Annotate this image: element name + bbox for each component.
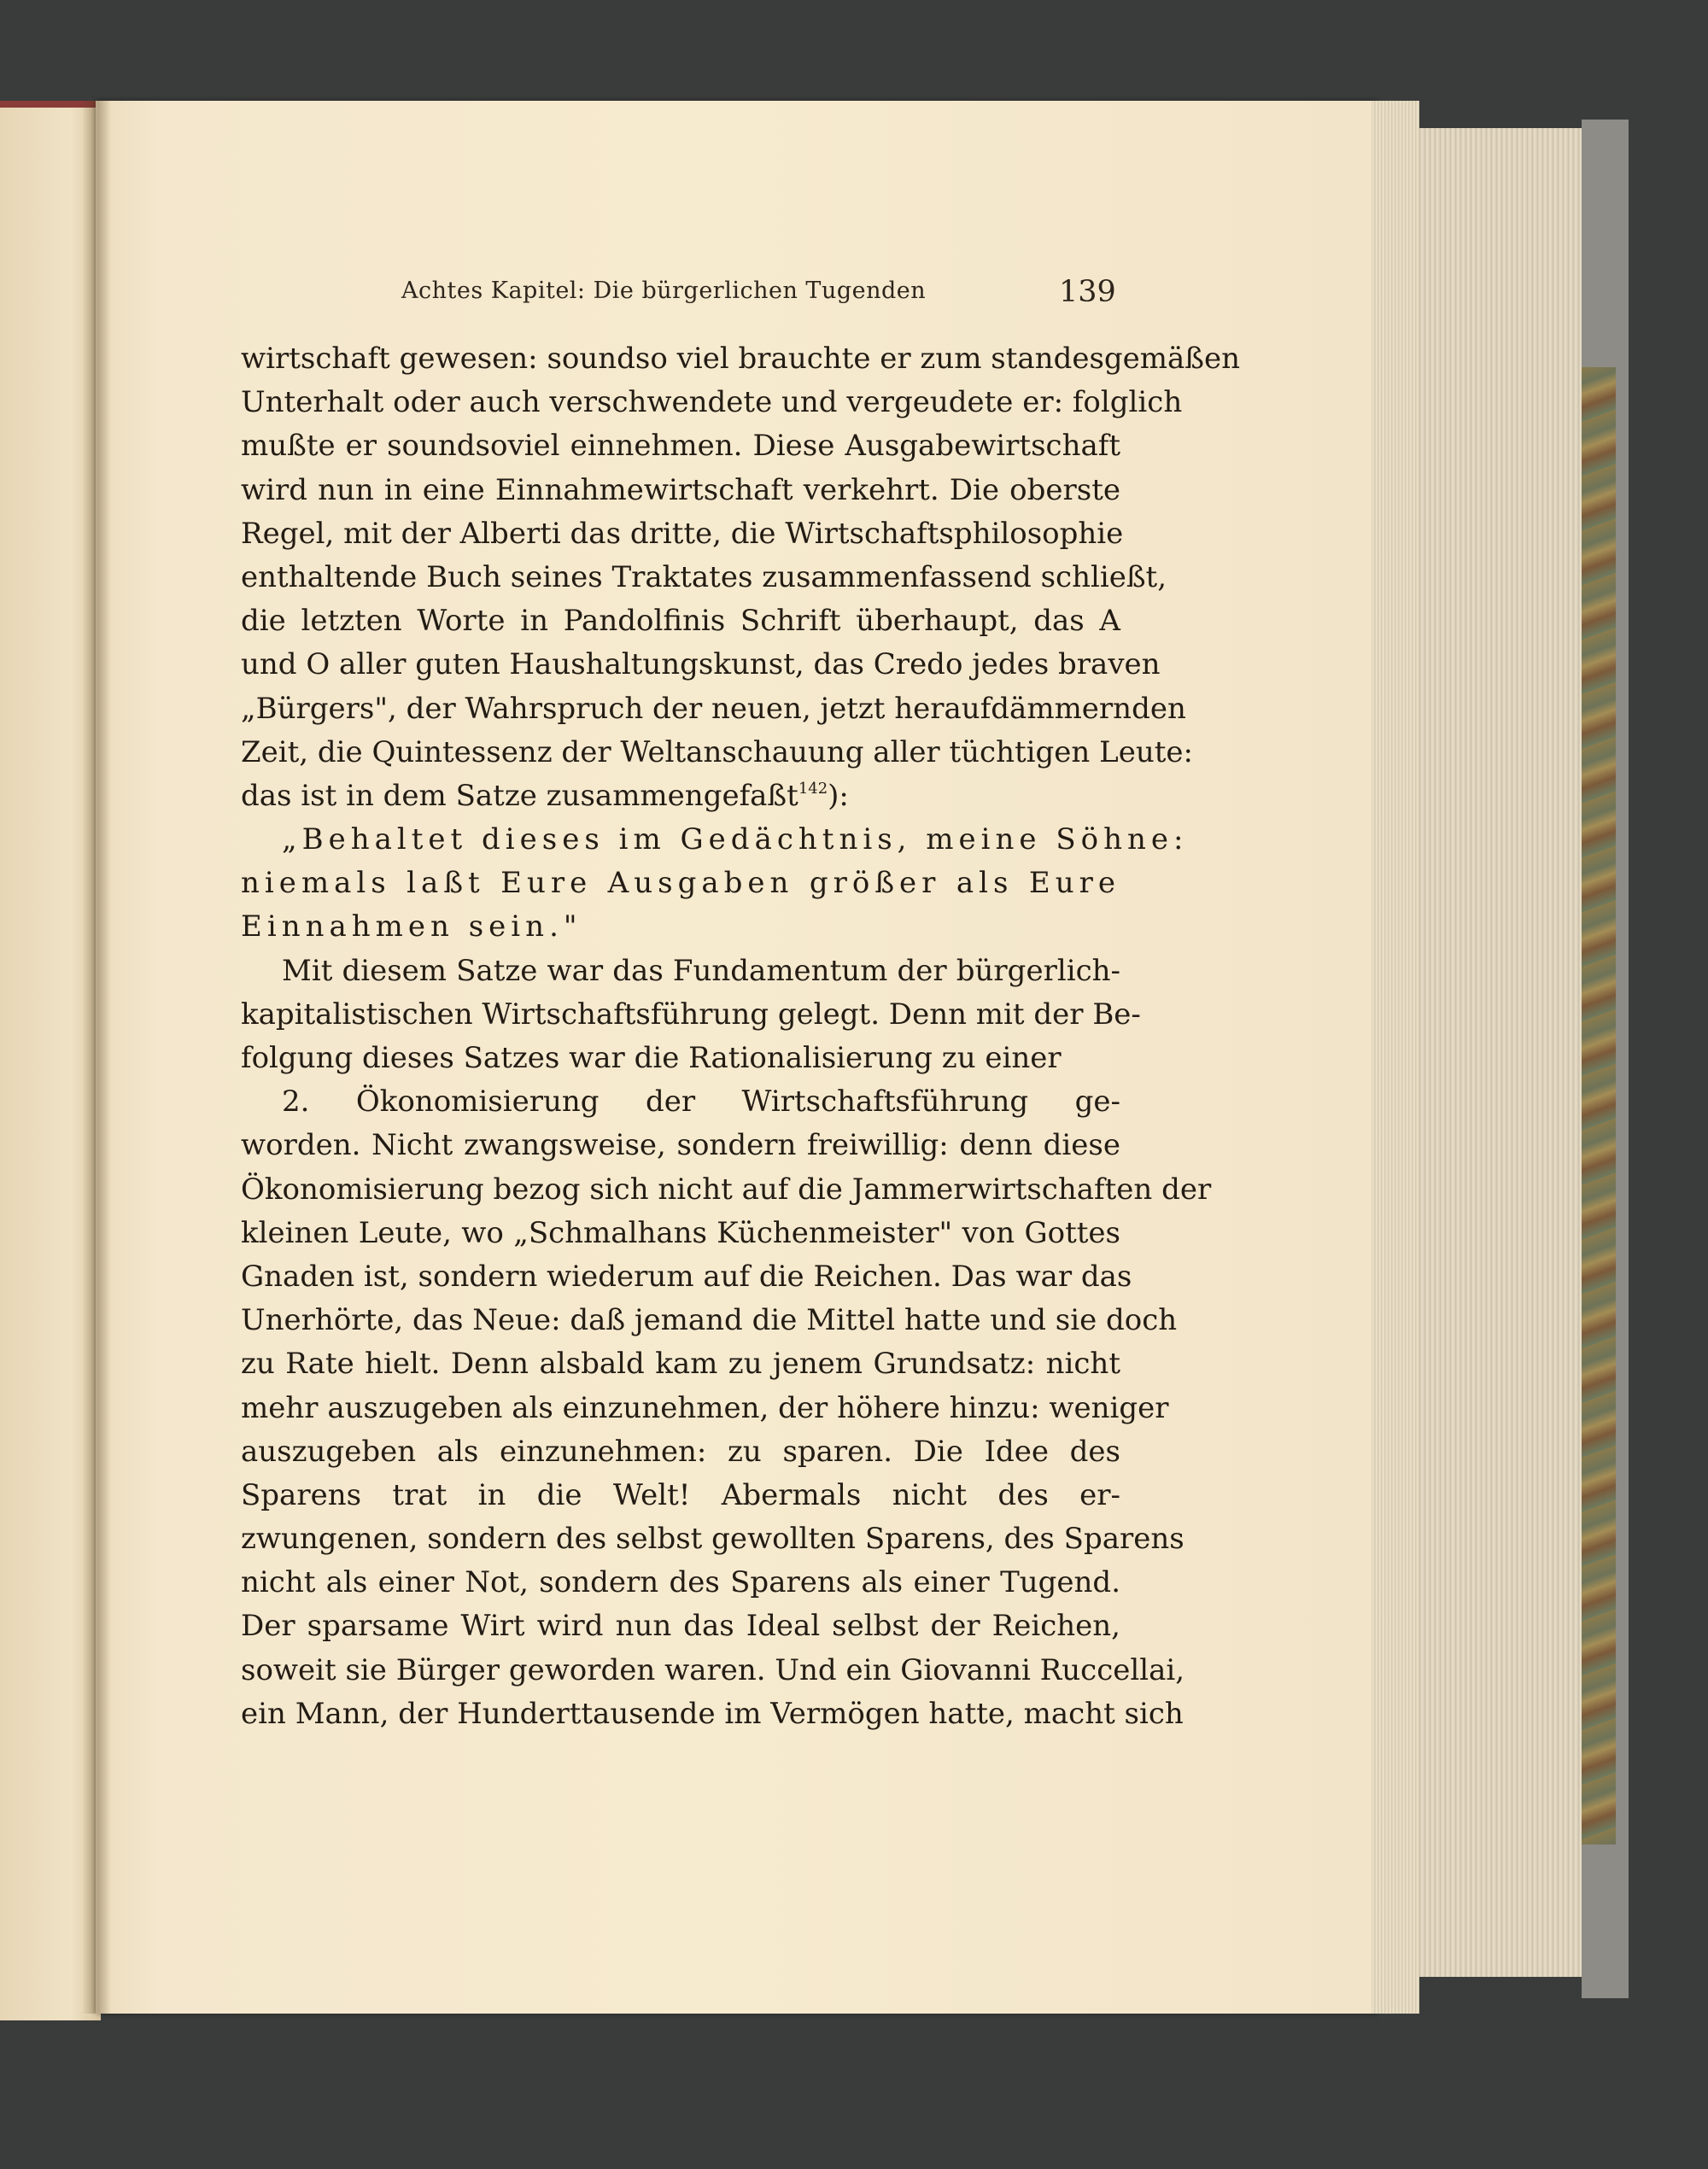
text-line: Zeit, die Quintessenz der Weltanschauung aller tüchtigen Leute:	[241, 734, 1193, 769]
text-line: enthaltende Buch seines Traktates zusammenfassend schließt,	[241, 559, 1167, 594]
text-line: ein Mann, der Hunderttausende im Vermögen hatte, macht sich	[241, 1696, 1184, 1731]
page-edges	[1372, 101, 1419, 2014]
text-line-with-footnote	[241, 775, 1120, 818]
text-line: Gnaden ist, sondern wiederum auf die Reichen. Das war das	[241, 1259, 1132, 1294]
text-line: Unterhalt oder auch verschwendete und vergeudete er: folglich	[241, 385, 1183, 420]
page-number: 139	[1059, 275, 1116, 309]
footnote-reference: 142	[798, 779, 828, 798]
text-line: wird nun in eine Einnahmewirtschaft verkehrt. Die oberste	[241, 472, 1120, 507]
text-line: mußte er soundsoviel einnehmen. Diese Ausgabewirtschaft	[241, 429, 1120, 464]
text-line: folgung dieses Satzes war die Rationalisierung zu einer	[241, 1041, 1062, 1075]
quote-line: „Behaltet dieses im Gedächtnis, meine Söhne:	[282, 822, 1189, 857]
text-line: Mit diesem Satze war das Fundamentum der bürgerlich-	[282, 953, 1120, 988]
text-line: auszugeben als einzunehmen: zu sparen. Die Idee des	[241, 1434, 1120, 1469]
text-line: und O aller guten Haushaltungskunst, das Credo jedes braven	[241, 647, 1161, 682]
text-line: soweit sie Bürger geworden waren. Und ein Giovanni Ruccellai,	[241, 1652, 1185, 1687]
text-line: Der sparsame Wirt wird nun das Ideal selbst der Reichen,	[241, 1609, 1120, 1644]
text-line: Ökonomisierung bezog sich nicht auf die Jammerwirtschaften der	[241, 1172, 1212, 1207]
body-text	[241, 337, 1241, 1736]
page-gutter	[82, 101, 111, 2014]
quote-line: niemals laßt Eure Ausgaben größer als Eure	[241, 866, 1120, 901]
quote-line: Einnahmen sein."	[241, 909, 582, 944]
text-block-edge	[1419, 128, 1582, 1977]
text-line: „Bürgers", der Wahrspruch der neuen, jetzt heraufdämmernden	[241, 691, 1186, 726]
running-header: Achtes Kapitel: Die bürgerlichen Tugenden	[401, 278, 927, 304]
text-line: Regel, mit der Alberti das dritte, die Wirtschaftsphilosophie	[241, 516, 1124, 551]
footnote-tail: ):	[828, 778, 849, 813]
text-line: Sparens trat in die Welt! Abermals nicht des er-	[241, 1477, 1120, 1512]
text-line: nicht als einer Not, sondern des Sparens als einer Tugend.	[241, 1565, 1120, 1600]
text-line: zu Rate hielt. Denn alsbald kam zu jenem Grundsatz: nicht	[241, 1347, 1120, 1382]
text-line: die letzten Worte in Pandolfinis Schrift überhaupt, das A	[241, 604, 1120, 639]
text-line: das ist in dem Satze zusammengefaßt	[241, 778, 798, 813]
text-line: zwungenen, sondern des selbst gewollten Sparens, des Sparens	[241, 1522, 1184, 1557]
text-line: mehr auszugeben als einzunehmen, der höhere hinzu: weniger	[241, 1390, 1169, 1425]
text-line: worden. Nicht zwangsweise, sondern freiwillig: denn diese	[241, 1128, 1120, 1163]
text-line: wirtschaft gewesen: soundso viel brauchte er zum standesgemäßen	[241, 342, 1241, 376]
section-heading-line: 2. Ökonomisierung der Wirtschaftsführung ge-	[282, 1084, 1120, 1120]
text-line: kleinen Leute, wo „Schmalhans Küchenmeister" von Gottes	[241, 1215, 1120, 1250]
text-line: Unerhörte, das Neue: daß jemand die Mittel hatte und sie doch	[241, 1303, 1178, 1338]
marbled-endpaper	[1582, 367, 1616, 1845]
text-line: kapitalistischen Wirtschaftsführung gelegt. Denn mit der Be-	[241, 997, 1141, 1032]
